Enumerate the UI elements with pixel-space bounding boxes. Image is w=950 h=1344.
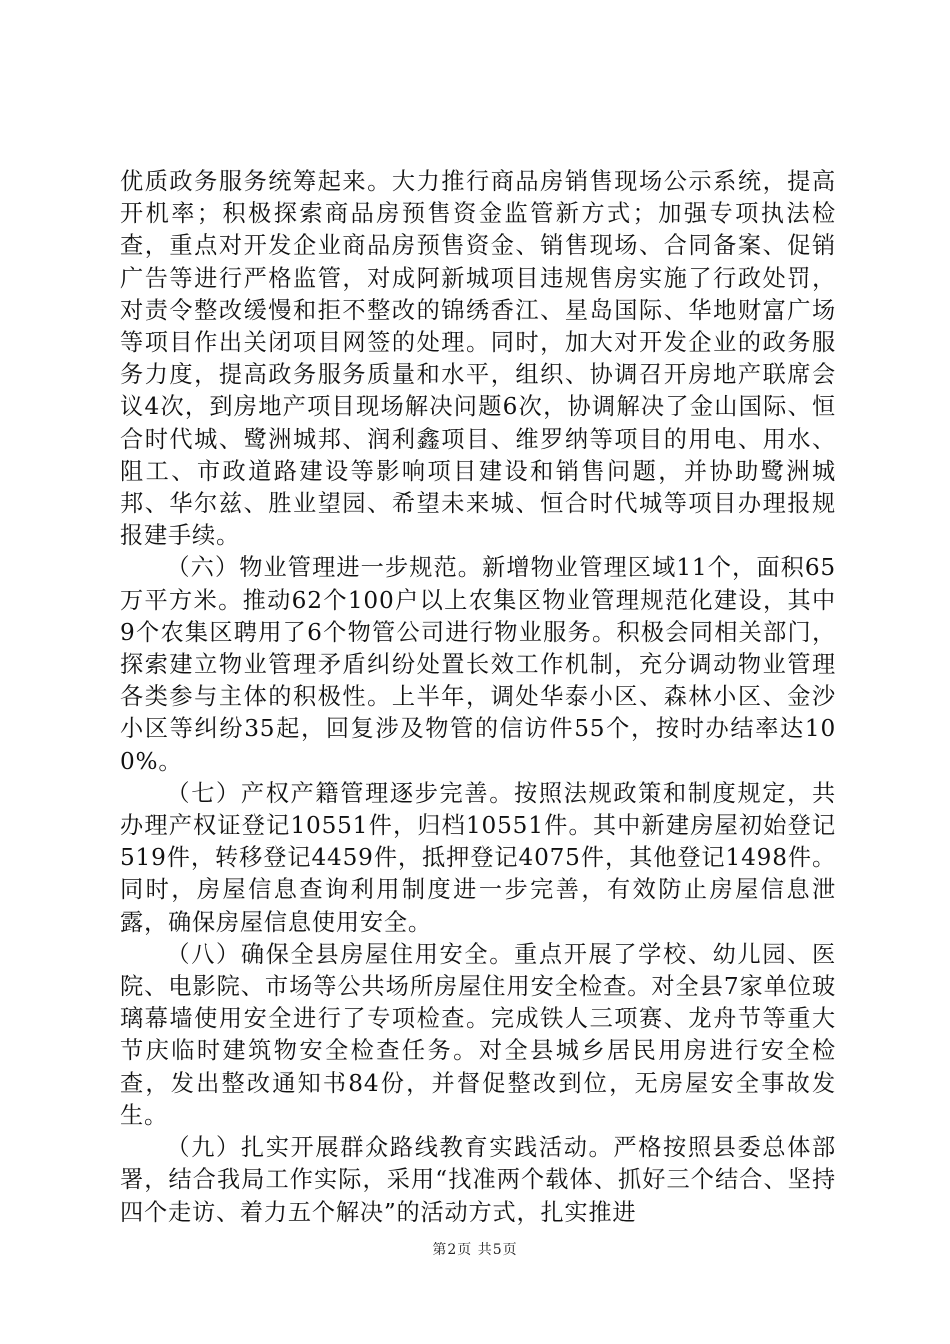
- paragraph-property-management: （六）物业管理进一步规范。新增物业管理区域11个，面积65万平方米。推动62个100户以上农集区物业管理规范化建设，其中9个农集区聘用了6个物管公司进行物业服务。积极会同相关部门，探索建立物业管理矛盾纠纷处置长效工作机制，充分调动物业管理各类参与主体的积极性。上半年，调处华泰小区、森林小区、金沙小区等纠纷35起，回复涉及物管的信访件55个，按时办结率达100%。: [120, 554, 836, 775]
- document-body: [120, 166, 836, 1229]
- page-number-footer: 第2页 共5页: [432, 1242, 518, 1258]
- paragraph-mass-line-campaign: （九）扎实开展群众路线教育实践活动。严格按照县委总体部署，结合我局工作实际，采用“找准两个载体、抓好三个结合、坚持四个走访、着力五个解决”的活动方式，扎实推进: [120, 1134, 836, 1226]
- paragraph-housing-safety: （八）确保全县房屋住用安全。重点开展了学校、幼儿园、医院、电影院、市场等公共场所房屋住用安全检查。对全县7家单位玻璃幕墙使用安全进行了专项检查。完成铁人三项赛、龙舟节等重大节庆临时建筑物安全检查任务。对全县城乡居民用房进行安全检查，发出整改通知书84份，并督促整改到位，无房屋安全事故发生。: [120, 940, 836, 1129]
- paragraph-property-rights: （七）产权产籍管理逐步完善。按照法规政策和制度规定，共办理产权证登记10551件，归档10551件。其中新建房屋初始登记519件，转移登记4459件，抵押登记4075件，其他登记1498件。同时，房屋信息查询利用制度进一步完善，有效防止房屋信息泄露，确保房屋信息使用安全。: [120, 779, 836, 936]
- paragraph-continuation: 优质政务服务统筹起来。大力推行商品房销售现场公示系统，提高开机率；积极探索商品房预售资金监管新方式；加强专项执法检查，重点对开发企业商品房预售资金、销售现场、合同备案、促销广告等进行严格监管，对成阿新城项目违规售房实施了行政处罚，对责令整改缓慢和拒不整改的锦绣香江、星岛国际、华地财富广场等项目作出关闭项目网签的处理。同时，加大对开发企业的政务服务力度，提高政务服务质量和水平，组织、协调召开房地产联席会议4次，到房地产项目现场解决问题6次，协调解决了金山国际、恒合时代城、鹭洲城邦、润利鑫项目、维罗纳等项目的用电、用水、阻工、市政道路建设等影响项目建设和销售问题，并协助鹭洲城邦、华尔兹、胜业望园、希望未来城、恒合时代城等项目办理报规报建手续。: [120, 168, 836, 550]
